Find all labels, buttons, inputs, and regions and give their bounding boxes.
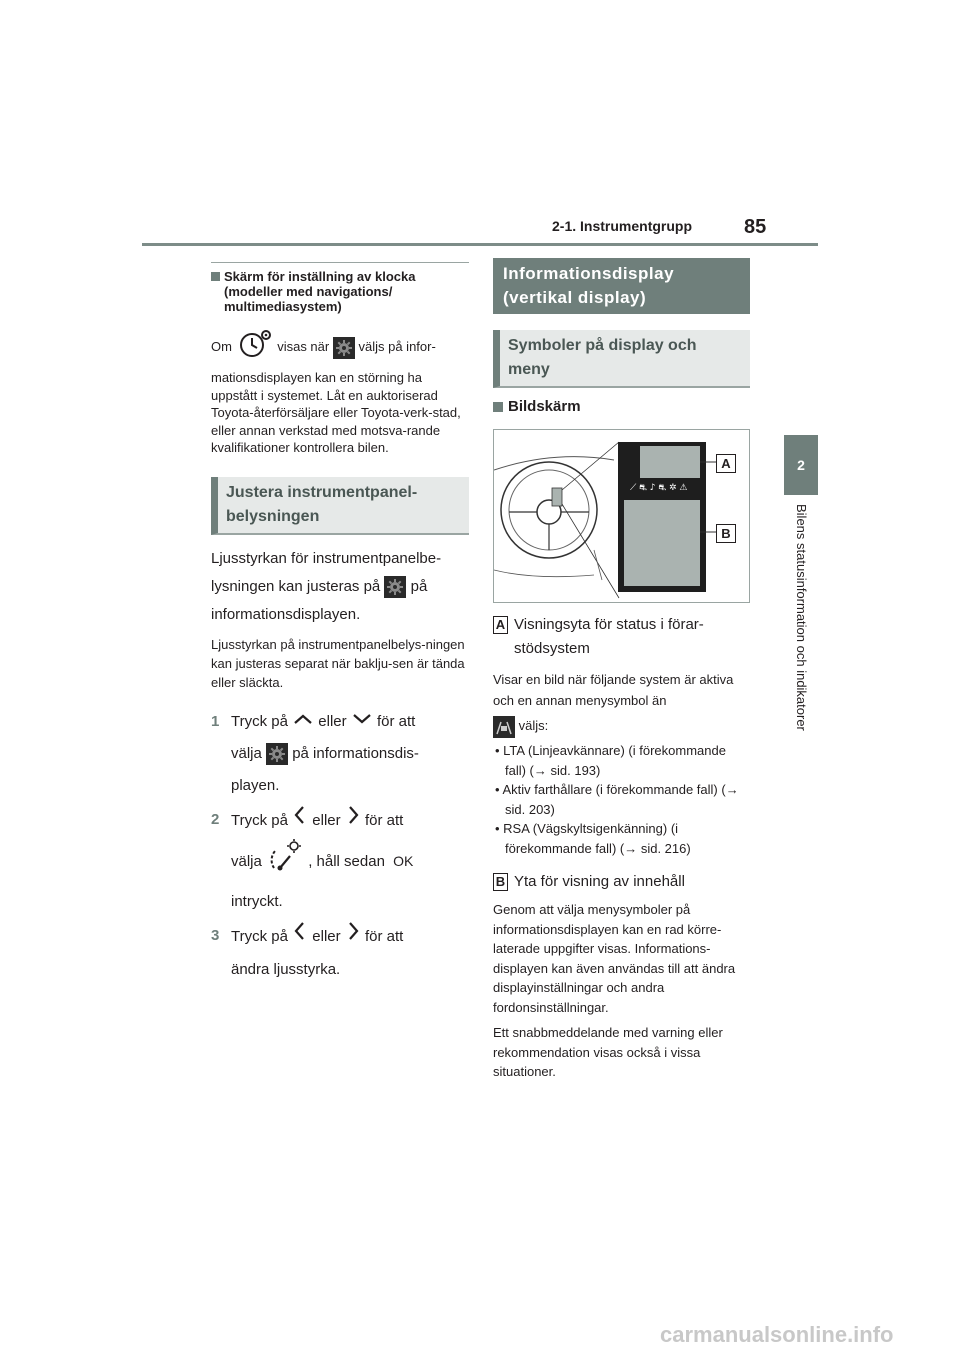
bullet-list <box>493 741 750 858</box>
gear-icon <box>333 337 355 359</box>
gear-icon <box>384 576 406 598</box>
left-column <box>211 262 469 986</box>
header-rule <box>142 243 818 246</box>
chevron-up-icon <box>292 706 314 738</box>
section-heading-symbols: Symboler på display och meny <box>493 330 750 388</box>
page-number: 85 <box>744 216 767 238</box>
list-item: • RSA (Vägskyltsigenkänning) (i förekommande fall) (→ sid. 216) <box>495 821 691 856</box>
chapter-tab: 2 <box>784 435 818 495</box>
item-b-paragraph-2: Ett snabbmeddelande med varning eller rekommendation visas också i vissa situationer. <box>493 1025 723 1079</box>
ok-button-label: OK <box>393 852 414 869</box>
item-b-paragraph: Genom att välja menysymboler på informationsdisplayen kan en rad körre-laterade uppgifter visas. Informations-displayen kan även användas till att ändra displayinställningar och andra fordonsinställningar. <box>493 902 736 1015</box>
step-3: 3 Tryck på eller för att ändra ljusstyrka. <box>211 920 469 986</box>
square-bullet-icon <box>211 272 220 281</box>
item-a-paragraph-2: väljs: <box>493 713 750 739</box>
right-column <box>493 258 750 1082</box>
driver-assist-icon <box>493 716 515 738</box>
paragraph-clock-error-rest: mationsdisplayen kan en störning ha uppstått i systemet. Låt en auktoriserad Toyota-återförsäljare eller Toyota-verk-stad, eller annan verkstad med motsva-rande kvalifikationer kontrollera bilen. <box>211 370 461 455</box>
list-item: • Aktiv farthållare (i förekommande fall) (→ sid. 203) <box>495 782 739 817</box>
item-b-title: B Yta för visning av innehåll <box>493 870 750 894</box>
step-1: 1 Tryck på eller för att välja på informationsdis- playen. <box>211 706 469 802</box>
chevron-right-icon <box>345 804 361 838</box>
chapter-title: Bilens statusinformation och indikatorer <box>794 504 809 731</box>
steps-list <box>211 706 469 986</box>
step-2: 2 Tryck på eller för att välja , håll sedan OK intryckt. <box>211 804 469 918</box>
list-item: • LTA (Linjeavkännare) (i förekommande fall) (→ sid. 193) <box>495 743 726 778</box>
chevron-down-icon <box>351 706 373 738</box>
square-bullet-icon <box>493 402 503 412</box>
item-a-title: A Visningsyta för status i förar-stödsystem <box>493 613 750 661</box>
dashboard-drawing <box>494 430 749 602</box>
clock-setting-heading: Skärm för inställning av klocka (modeller med navigations/ multimediasystem) <box>211 262 469 314</box>
svg-text:⟋ ⛐ ♪ ⛐ ✲ ⚠: ⟋ ⛐ ♪ ⛐ ✲ ⚠ <box>630 483 688 493</box>
brightness-dial-icon <box>266 838 304 886</box>
clock-gear-icon <box>236 328 274 367</box>
chevron-left-icon <box>292 804 308 838</box>
gear-icon <box>266 743 288 765</box>
chevron-left-icon <box>292 920 308 954</box>
paragraph-clock-error: Om visas när väljs på infor- <box>211 328 469 367</box>
paragraph-brightness-note: Ljusstyrkan på instrumentpanelbelys-ningen kan justeras separat när baklju-sen är tända eller släckta. <box>211 636 465 690</box>
watermark: carmanualsonline.info <box>660 1322 894 1347</box>
section-heading-info-display: Informationsdisplay (vertikal display) <box>493 258 750 314</box>
section-title: 2-1. Instrumentgrupp <box>552 218 693 234</box>
item-a-paragraph: Visar en bild när följande system är aktiva och en annan menysymbol än <box>493 672 734 708</box>
label-a-box: A <box>716 454 736 473</box>
display-illustration <box>493 429 750 603</box>
screen-subheading: Bildskärm <box>493 398 750 415</box>
chevron-right-icon <box>345 920 361 954</box>
paragraph-brightness: Ljusstyrkan för instrumentpanelbe-lysningen kan justeras på på informationsdisplayen. <box>211 549 442 623</box>
label-b-box: B <box>716 524 736 543</box>
section-heading-brightness: Justera instrumentpanel-belysningen <box>211 477 469 535</box>
